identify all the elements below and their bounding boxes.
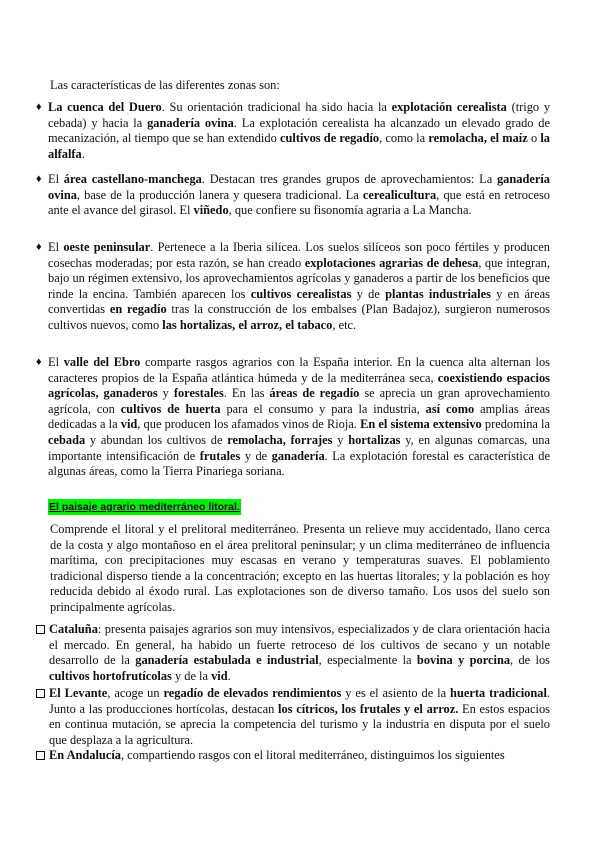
checkbox-square-icon xyxy=(36,625,45,634)
checkbox-square-icon xyxy=(36,689,45,698)
checkbox-square-icon xyxy=(36,751,45,760)
item-valle-ebro xyxy=(36,355,550,480)
intro-text: Las características de las diferentes zonas son: xyxy=(50,78,280,92)
duero-text: La cuenca del Duero. Su orientación tradicional ha sido hacia la explotación cerealista (trigo y cebada) y hacia la ganadería ovina. La explotación cerealista ha alcanzado un elevado grado de mecanización, al tiempo que se han extendido cultivos de regadío, como la remolacha, el maíz o la alfalfa. xyxy=(48,100,551,161)
ebro-text: El valle del Ebro comparte rasgos agrarios con la España interior. En la cuenca alta alternan los caracteres propios de la España atlántica húmeda y de la mediterránea seca, coexistiendo espacios agrícolas, ganaderos y forestales. En las áreas de regadío se aprecia un gran aprovechamiento agrícola, con cultivos de huerta para el consumo y para la industria, así como amplias áreas dedicadas a la vid, que producen los afamados vinos de Rioja. En el sistema extensivo predomina la cebada y abundan los cultivos de remolacha, forrajes y hortalizas y, en algunas comarcas, una importante intensificación de frutales y de ganadería. La explotación forestal es característica de algunas áreas, como la Tierra Pinariega soriana. xyxy=(48,355,551,479)
diamond-bullet-icon: ♦ xyxy=(36,356,42,368)
castellano-text: El área castellano-manchega. Destacan tres grandes grupos de aprovechamientos: La ganadería ovina, base de la producción lanera y quesera tradicional. La cerealicultura, que está en retroceso ante el avance del girasol. El viñedo, que confiere su fisonomía agraria a La Mancha. xyxy=(48,172,550,218)
diamond-bullet-icon: ♦ xyxy=(36,173,42,185)
andalucia-text: En Andalucía, compartiendo rasgos con el litoral mediterráneo, distinguimos los siguientes xyxy=(49,748,505,762)
item-oeste-peninsular xyxy=(36,240,550,334)
item-duero xyxy=(36,100,550,162)
item-castellano-manchega xyxy=(36,172,550,219)
diamond-bullet-icon: ♦ xyxy=(36,241,42,253)
oeste-text: El oeste peninsular. Pertenece a la Iberia silícea. Los suelos silíceos son poco fértiles y producen cosechas moderadas; por esta razón, se han creado explotaciones agrarias de dehesa, que integran, bajo un régimen extensivo, los aprovechamientos agrícolas y ganaderos a partir de los beneficios que rinde la encina. También aparecen los cultivos cerealistas y de plantas industriales y en áreas convertidas en regadío tras la construcción de los embalses (Plan Badajoz), surgieron numerosos cultivos nuevos, como las hortalizas, el arroz, el tabaco, etc. xyxy=(48,240,551,332)
item-cataluna xyxy=(36,622,550,684)
section-heading: El paisaje agrario mediterráneo litoral. xyxy=(49,501,240,513)
item-levante xyxy=(36,686,550,748)
cataluna-text: Cataluña: presenta paisajes agrarios son muy intensivos, especializados y de clara orientación hacia el mercado. En general, ha habido un fuerte retroceso de los cultivos de secano y un notable desarrollo de la ganadería estabulada e industrial, especialmente la bovina y porcina, de los cultivos hortofrutícolas y de la vid. xyxy=(49,622,550,683)
diamond-bullet-icon: ♦ xyxy=(36,101,42,113)
item-andalucia xyxy=(36,748,550,764)
litoral-paragraph: Comprende el litoral y el prelitoral mediterráneo. Presenta un relieve muy accidentado, llano cerca de la costa y algo montañoso en el área prelitoral peninsular; y un clima mediterráneo de influencia marítima, con precipitaciones muy escasas en verano y temperaturas suaves. El poblamiento tradicional disperso tiende a la concentración; excepto en las huertas litorales; y la población es hoy reducida debido al éxodo rural. Las explotaciones son de diverso tamaño. Los usos del suelo son principalmente agrícolas. xyxy=(50,522,550,614)
levante-text: El Levante, acoge un regadío de elevados rendimientos y es el asiento de la huerta tradicional. Junto a las producciones hortícolas, destacan los cítricos, los frutales y el arroz. En estos espacios en continua mutación, se aprecia la competencia del turismo y la industria en disputa por el suelo que desplaza a la agricultura. xyxy=(49,686,551,747)
